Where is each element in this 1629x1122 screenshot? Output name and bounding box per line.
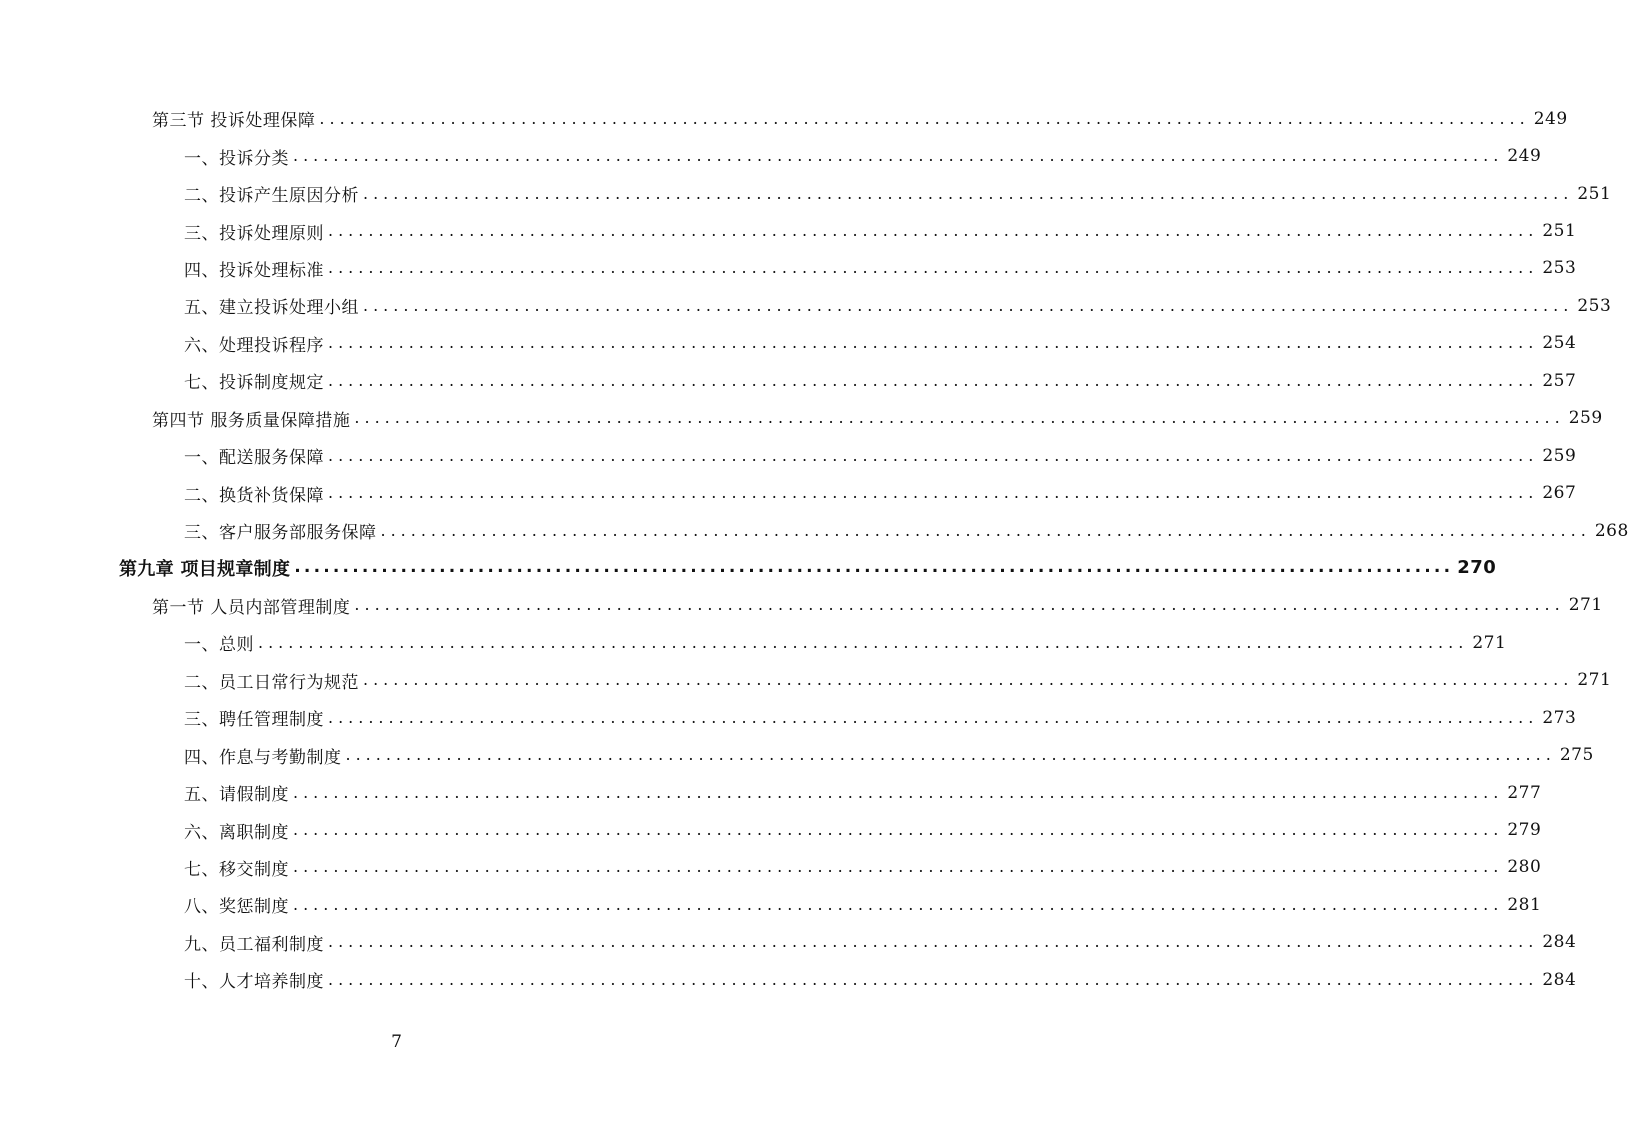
toc-dot-leader: ........................................................................................................................ (363, 183, 1574, 203)
toc-entry-page: 249 (1507, 146, 1542, 167)
toc-entry[interactable] (0, 137, 1542, 174)
toc-entry-title: 六、离职制度 (184, 822, 289, 843)
toc-entry-page: 271 (1577, 670, 1612, 691)
toc-dot-leader: ........................................................................................................................ (258, 632, 1469, 652)
toc-dot-leader: ........................................................................................................................ (354, 408, 1565, 428)
toc-entry-title: 八、奖惩制度 (184, 897, 289, 918)
toc-entry[interactable] (0, 961, 1577, 998)
toc-entry[interactable] (0, 587, 1603, 624)
toc-entry-page: 273 (1542, 707, 1577, 728)
toc-dot-leader: ........................................................................................................................ (363, 670, 1574, 690)
toc-entry[interactable] (0, 400, 1603, 437)
toc-entry-title: 一、配送服务保障 (184, 448, 324, 469)
toc-entry[interactable] (0, 512, 1629, 549)
toc-dot-leader: ........................................................................................................................ (328, 258, 1539, 278)
toc-entry[interactable] (0, 811, 1542, 848)
toc-entry-title: 一、投诉分类 (184, 148, 289, 169)
toc-entry[interactable] (0, 287, 1612, 324)
toc-entry-page: 281 (1507, 894, 1542, 915)
toc-entry-page: 271 (1472, 632, 1507, 653)
toc-dot-leader: ........................................................................................................................ (293, 894, 1504, 914)
toc-entry-title: 第一节 人员内部管理制度 (152, 597, 351, 618)
toc-entry-page: 277 (1507, 782, 1542, 803)
toc-entry[interactable] (0, 362, 1577, 399)
toc-entry-page: 253 (1577, 295, 1612, 316)
toc-entry[interactable] (0, 924, 1577, 961)
toc-entry[interactable] (0, 624, 1507, 661)
toc-entry-title: 二、换货补货保障 (184, 485, 324, 506)
toc-dot-leader: ........................................................................................................................ (380, 520, 1591, 540)
toc-entry[interactable] (0, 100, 1568, 137)
toc-entry[interactable] (0, 250, 1577, 287)
toc-dot-leader: ........................................................................................................................ (328, 969, 1539, 989)
toc-entry-page: 275 (1559, 745, 1594, 766)
toc-entry-title: 一、总则 (184, 635, 254, 656)
toc-entry-title: 第三节 投诉处理保障 (152, 111, 316, 132)
toc-entry-page: 284 (1542, 932, 1577, 953)
toc-entry-page: 268 (1594, 520, 1629, 541)
toc-entry-title: 五、请假制度 (184, 785, 289, 806)
toc-dot-leader: ........................................................................................................................ (345, 745, 1556, 765)
toc-entry-title: 二、员工日常行为规范 (184, 672, 359, 693)
toc-entry[interactable] (0, 474, 1577, 511)
toc-dot-leader: ........................................................................................................................ (319, 108, 1530, 128)
toc-dot-leader: ........................................................................................................................ (293, 857, 1504, 877)
toc-entry-title: 三、聘任管理制度 (184, 710, 324, 731)
toc-entry-title: 三、客户服务部服务保障 (184, 523, 377, 544)
page-number: 7 (391, 1032, 402, 1052)
toc-entry-page: 271 (1568, 595, 1603, 616)
toc-entry-page: 279 (1507, 820, 1542, 841)
toc-entry-page: 249 (1533, 108, 1568, 129)
toc-entry-title: 四、作息与考勤制度 (184, 747, 342, 768)
toc-entry-title: 五、建立投诉处理小组 (184, 298, 359, 319)
toc-dot-leader: ........................................................................................................................ (328, 221, 1539, 241)
toc-entry[interactable] (0, 325, 1577, 362)
toc-entry-page: 284 (1542, 969, 1577, 990)
toc-entry[interactable] (0, 774, 1542, 811)
toc-entry-title: 七、投诉制度规定 (184, 373, 324, 394)
toc-entry[interactable] (0, 849, 1542, 886)
toc-entry-title: 二、投诉产生原因分析 (184, 186, 359, 207)
toc-entry-title: 三、投诉处理原则 (184, 223, 324, 244)
toc-dot-leader: ........................................................................................................................ (328, 370, 1539, 390)
table-of-contents (0, 100, 1629, 999)
toc-dot-leader: ........................................................................................................................ (293, 146, 1504, 166)
toc-dot-leader: ........................................................................................................................ (354, 595, 1565, 615)
toc-dot-leader: ........................................................................................................................ (328, 483, 1539, 503)
toc-entry[interactable] (0, 212, 1577, 249)
toc-entry[interactable] (0, 437, 1577, 474)
toc-entry-page: 280 (1507, 857, 1542, 878)
toc-entry[interactable] (0, 662, 1612, 699)
toc-chapter-entry[interactable] (0, 549, 1497, 586)
toc-entry-page: 270 (1457, 557, 1497, 579)
toc-dot-leader: ........................................................................................................................ (363, 295, 1574, 315)
toc-dot-leader: ........................................................................................................................ (328, 333, 1539, 353)
toc-entry-page: 254 (1542, 333, 1577, 354)
toc-entry-page: 251 (1542, 221, 1577, 242)
toc-entry[interactable] (0, 886, 1542, 923)
toc-entry-title: 第九章 项目规章制度 (119, 558, 291, 580)
toc-dot-leader: ........................................................................................................................ (328, 445, 1539, 465)
toc-entry-page: 259 (1542, 445, 1577, 466)
toc-entry-title: 十、人才培养制度 (184, 972, 324, 993)
toc-dot-leader: ........................................................................................................................ (294, 557, 1454, 578)
toc-dot-leader: ........................................................................................................................ (293, 782, 1504, 802)
toc-entry-page: 253 (1542, 258, 1577, 279)
toc-dot-leader: ........................................................................................................................ (293, 820, 1504, 840)
toc-dot-leader: ........................................................................................................................ (328, 707, 1539, 727)
toc-entry[interactable] (0, 175, 1612, 212)
toc-entry-title: 四、投诉处理标准 (184, 260, 324, 281)
toc-entry-page: 267 (1542, 483, 1577, 504)
toc-entry[interactable] (0, 699, 1577, 736)
toc-entry-title: 九、员工福利制度 (184, 934, 324, 955)
toc-entry-title: 七、移交制度 (184, 859, 289, 880)
toc-entry-page: 251 (1577, 183, 1612, 204)
toc-entry-page: 259 (1568, 408, 1603, 429)
toc-dot-leader: ........................................................................................................................ (328, 932, 1539, 952)
toc-entry-title: 第四节 服务质量保障措施 (152, 410, 351, 431)
toc-entry-title: 六、处理投诉程序 (184, 335, 324, 356)
toc-entry-page: 257 (1542, 370, 1577, 391)
toc-entry[interactable] (0, 736, 1594, 773)
